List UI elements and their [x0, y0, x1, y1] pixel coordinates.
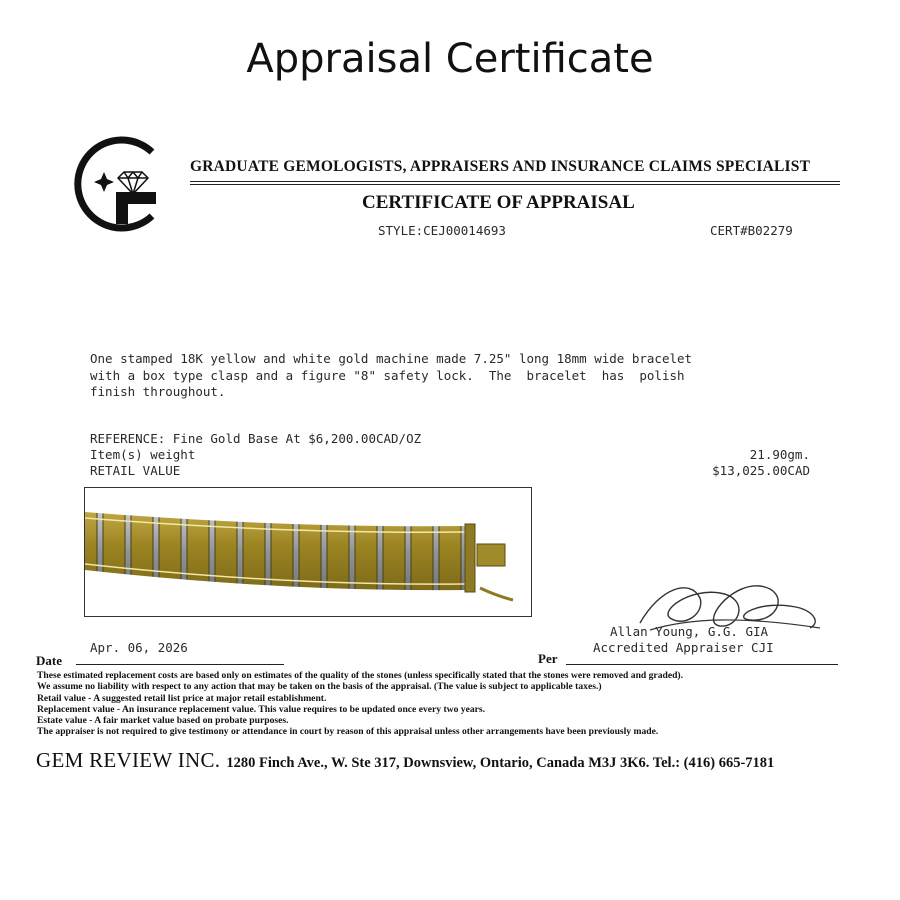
reference-line: REFERENCE: Fine Gold Base At $6,200.00CAD/OZ	[90, 431, 422, 446]
disclaimer-line: The appraiser is not required to give testimony or attendance in court by reason of this appraisal unless other arrangements have been previously made.	[37, 726, 659, 738]
company-header: GRADUATE GEMOLOGISTS, APPRAISERS AND INSURANCE CLAIMS SPECIALIST	[190, 158, 811, 175]
page-title: Appraisal Certificate	[246, 36, 654, 82]
date-value: Apr. 06, 2026	[90, 640, 188, 655]
disclaimer-line: These estimated replacement costs are based only on estimates of the quality of the stones (unless specifically stated that the stones were removed and graded).	[37, 670, 684, 681]
appraiser-name: Allan Young, G.G. GIA	[610, 624, 769, 639]
footer	[36, 748, 774, 773]
retail-value: $13,025.00CAD	[712, 463, 810, 478]
diamond-g-logo-icon	[64, 134, 164, 239]
per-label: Per	[538, 651, 558, 666]
disclaimer-line: We assume no liability with respect to any action that may be taken on the basis of the appraisal. (The value is subject to applicable taxes.)	[37, 681, 602, 693]
disclaimer-line: Retail value - A suggested retail list price at major retail establishment.	[37, 692, 327, 704]
date-label: Date	[36, 653, 62, 668]
header-rule	[190, 181, 840, 182]
disclaimer-line: Replacement value - An insurance replacement value. This value requires to be updated once every two years.	[37, 703, 486, 715]
disclaimer-line: Estate value - A fair market value based on probate purposes.	[37, 715, 289, 727]
certificate-title: CERTIFICATE OF APPRAISAL	[362, 192, 635, 213]
weight-label: Item(s) weight	[90, 447, 196, 462]
retail-label: RETAIL VALUE	[90, 463, 181, 478]
footer-address: 1280 Finch Ave., W. Ste 317, Downsview, Ontario, Canada M3J 3K6. Tel.: (416) 665-7181	[226, 755, 775, 771]
footer-company: GEM REVIEW INC.	[36, 748, 221, 772]
signature-line	[566, 664, 838, 665]
style-code: STYLE:CEJ00014693	[378, 223, 506, 238]
weight-row	[90, 447, 810, 462]
item-description: One stamped 18K yellow and white gold machine made 7.25" long 18mm wide bracelet with a box type clasp and a figure "8" safety lock. The bracelet has polish finish throughout.	[90, 351, 693, 399]
bracelet-photo	[84, 487, 532, 617]
disclaimer-block	[37, 670, 683, 738]
retail-row	[90, 463, 810, 478]
date-line	[76, 664, 284, 665]
cert-number: CERT#B02279	[710, 223, 793, 238]
header-rule-double	[190, 184, 840, 185]
weight-value: 21.90gm.	[749, 447, 810, 462]
appraiser-title: Accredited Appraiser CJI	[593, 640, 774, 655]
